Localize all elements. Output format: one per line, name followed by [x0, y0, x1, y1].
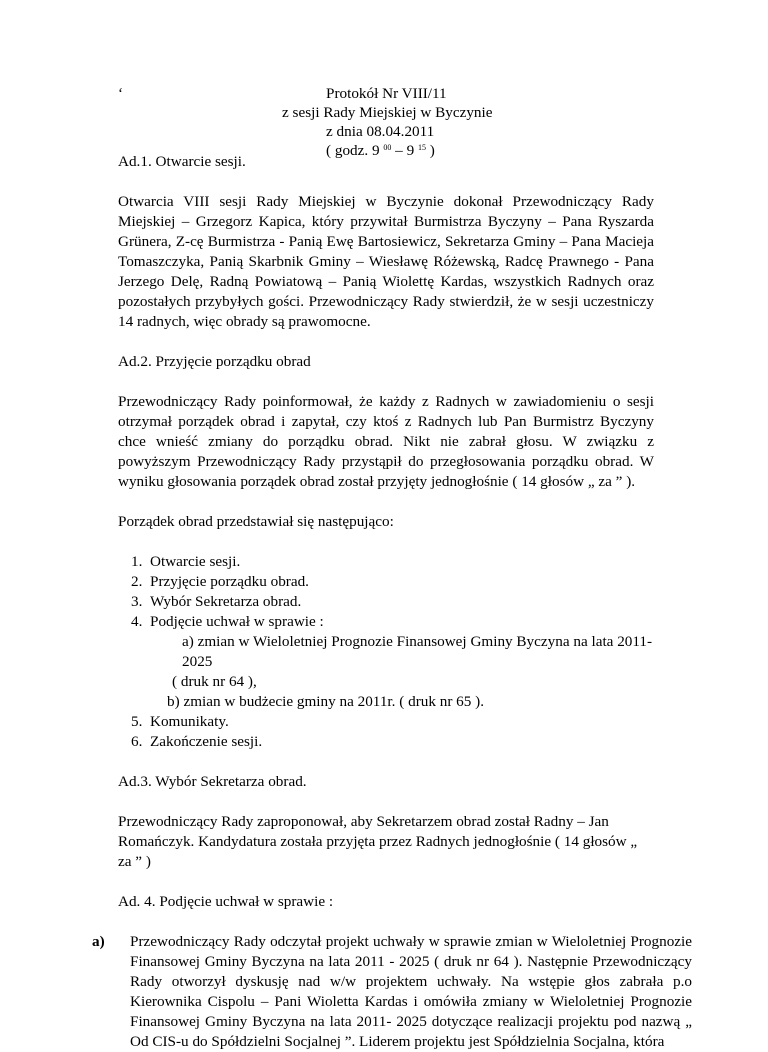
ad4-item-a-text: Przewodniczący Rady odczytał projekt uchwały w sprawie zmian w Wieloletniej Prognozie Finansowej Gminy Byczyna na lata 2011 - 2025 ( druk nr 64 ). Następnie Przewodniczący Rady otworzył dyskusję nad w/w projektem uchwały. Na wstępie głos zabrała p.o Kierownika Cispolu – Pani Wioletta Kardas i omówiła zmiany w Wieloletniej Prognozie Finansowej Gminy Byczyna na lata 2011- 2025 dotyczące realizacji projektu pod nazwą „ Od CIS-u do Spółdzielni Socjalnej ”. Liderem projektu jest Spółdzielnia Socjalna, która — [130, 933, 692, 1050]
ad2-text: Przewodniczący Rady poinformował, że każdy z Radnych w zawiadomieniu o sesji otrzymał porządek obrad i zapytał, czy ktoś z Radnych lub Pan Burmistrz Byczyny chce wnieść zmiany do porządku obrad. Nikt nie zabrał głosu. W związku z powyższym Przewodniczący Rady przystąpił do przegłosowania porządku obrad. W wyniku głosowania porządek obrad został przyjęty jednogłośnie ( 14 głosów „ za ” ). — [118, 393, 654, 490]
agenda-item: 3. Wybór Sekretarza obrad. — [131, 593, 302, 610]
agenda-item: 6. Zakończenie sesji. — [131, 733, 263, 750]
agenda-subitem-b: b) zmian w budżecie gminy na 2011r. ( druk nr 65 ). — [167, 693, 485, 710]
protocol-date: z dnia 08.04.2011 — [326, 123, 435, 140]
protocol-body — [92, 152, 692, 1052]
ad1-heading: Ad.1. Otwarcie sesji. — [118, 153, 246, 170]
agenda-item: 4. Podjęcie uchwał w sprawie : — [131, 613, 324, 630]
agenda-item: 5. Komunikaty. — [131, 713, 229, 730]
ad4-item-a — [92, 932, 692, 1052]
ad1-text: Otwarcia VIII sesji Rady Miejskiej w Byczynie dokonał Przewodniczący Rady Miejskiej – Grzegorz Kapica, który przywitał Burmistrza Byczyny – Pana Ryszarda Grünera, Z-cę Burmistrza - Panią Ewę Bartosiewicz, Sekretarza Gminy – Pana Macieja Tomaszczyka, Panią Skarbnik Gminy – Wiesławę Różewską, Radcę Prawnego - Pana Jerzego Delę, Radną Powiatową – Panią Wiolettę Kardas, wszystkich Radnych oraz pozostałych przybyłych gości. Przewodniczący Rady stwierdził, że w sesji uczestniczy 14 radnych, więc obrady są prawomocne. — [118, 193, 654, 330]
ad4-item-a-label: a) — [92, 933, 105, 950]
agenda-subitem-a: a) zmian w Wieloletniej Prognozie Finansowej Gminy Byczyna na lata 2011- 2025 ( druk nr 64 ), — [172, 633, 653, 690]
ad3-heading: Ad.3. Wybór Sekretarza obrad. — [118, 773, 307, 790]
ad3-text: Przewodniczący Rady zaproponował, aby Sekretarzem obrad został Radny – Jan Romańczyk. Kandydatura została przyjęta przez Radnych jednogłośnie ( 14 głosów „ za ” ) — [118, 813, 638, 870]
agenda-item: 2. Przyjęcie porządku obrad. — [131, 573, 309, 590]
protocol-time: ( godz. 9 $^{00}$ – 9 $^{15}$ ) — [326, 142, 435, 159]
ad2-heading: Ad.2. Przyjęcie porządku obrad — [118, 353, 311, 370]
stray-mark: ‘ — [118, 85, 124, 102]
ad4-heading: Ad. 4. Podjęcie uchwał w sprawie : — [118, 893, 334, 910]
agenda-item: 1. Otwarcie sesji. — [131, 553, 241, 570]
protocol-session: z sesji Rady Miejskiej w Byczynie — [282, 104, 493, 121]
agenda-intro: Porządek obrad przedstawiał się następująco: — [118, 513, 394, 530]
protocol-title: Protokół Nr VIII/11 — [326, 85, 447, 102]
agenda-list — [118, 552, 654, 752]
